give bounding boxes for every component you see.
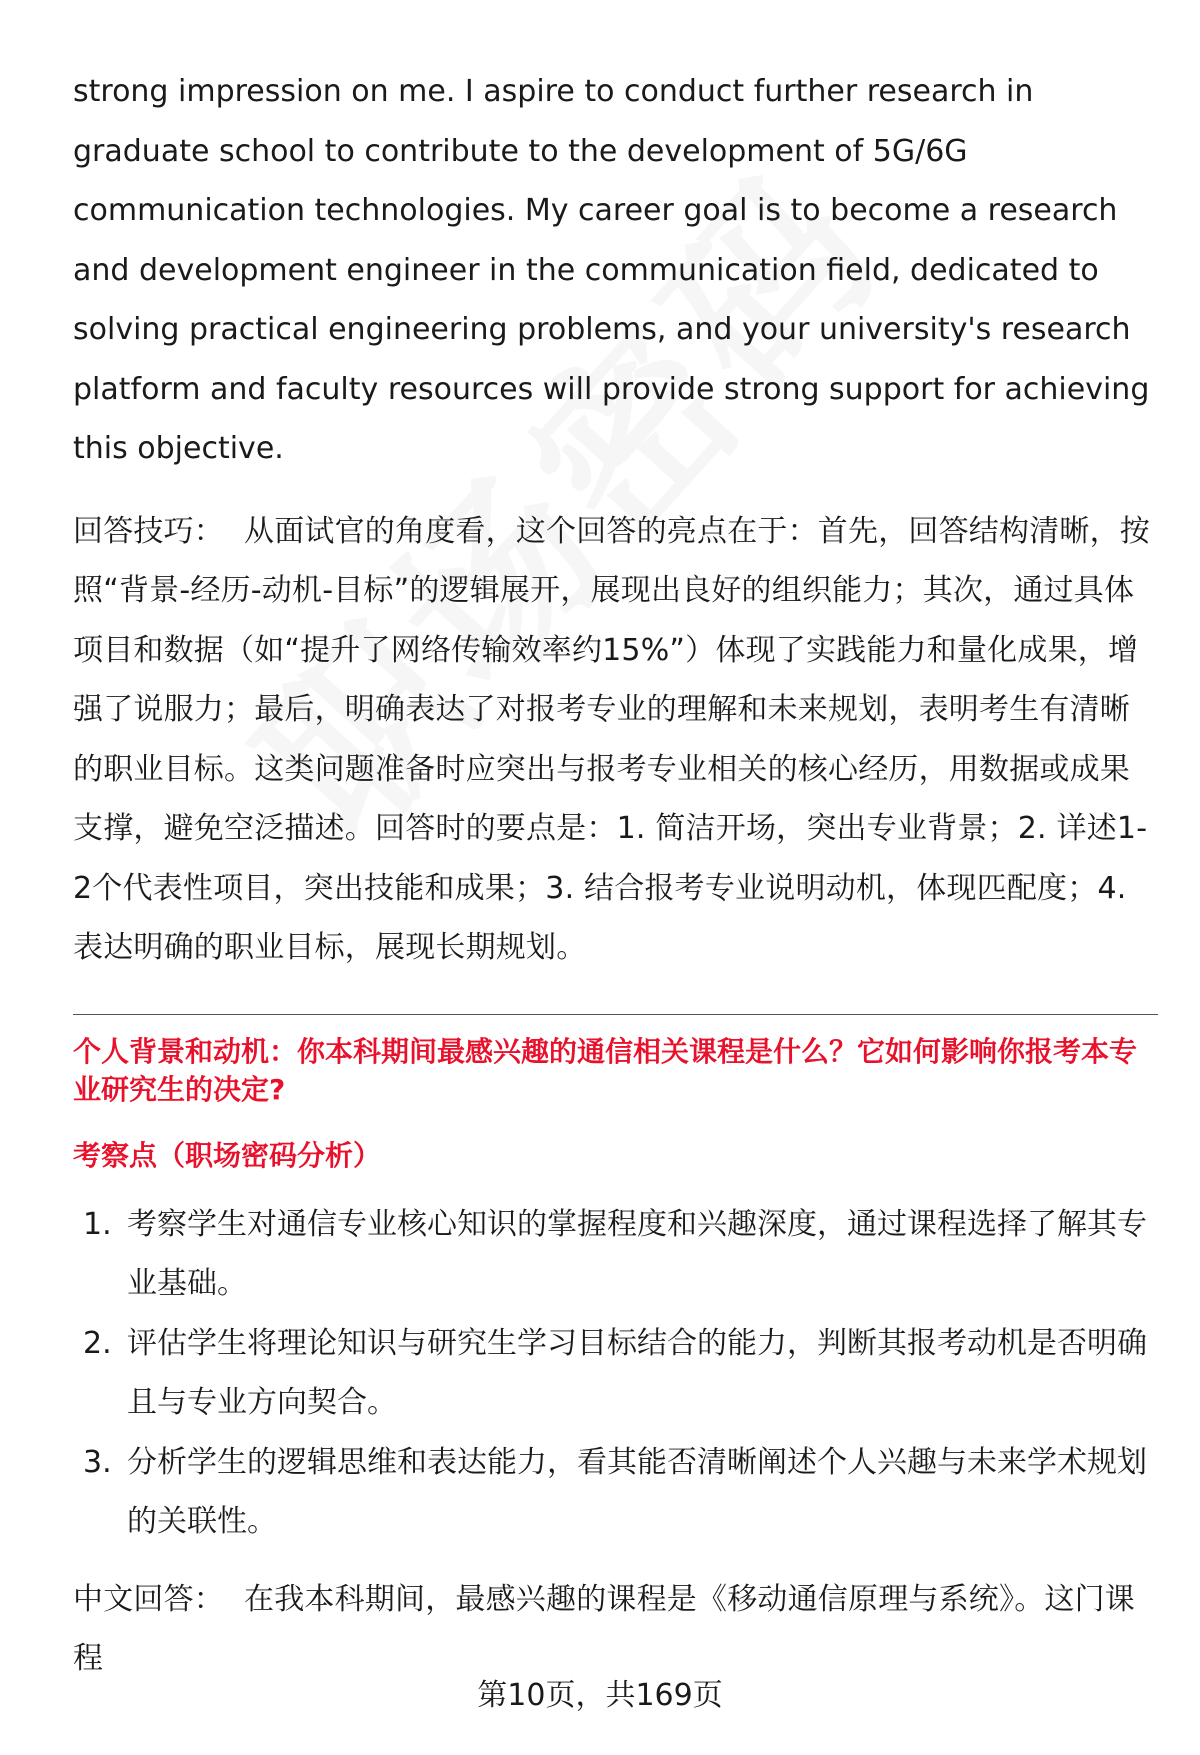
point-number: 3. (83, 1444, 112, 1480)
analysis-points-list (73, 1195, 1158, 1552)
point-number: 1. (83, 1206, 112, 1242)
chinese-answer-label: 中文回答： (73, 1581, 224, 1617)
answer-tips-paragraph (73, 502, 1158, 978)
answer-tips-label: 回答技巧： (73, 513, 224, 549)
analysis-point (73, 1314, 1158, 1433)
section-divider (73, 1014, 1158, 1015)
analysis-point (73, 1195, 1158, 1314)
point-text: 评估学生将理论知识与研究生学习目标结合的能力，判断其报考动机是否明确且与专业方向契合。 (127, 1325, 1147, 1420)
document-body (73, 62, 1158, 1689)
answer-tips-text: 从面试官的角度看，这个回答的亮点在于：首先，回答结构清晰，按照“背景-经历-动机-目标”的逻辑展开，展现出良好的组织能力；其次，通过具体项目和数据（如“提升了网络传输效率约15%”）体现了实践能力和量化成果，增强了说服力；最后，明确表达了对报考专业的理解和未来规划，表明考生有清晰的职业目标。这类问题准备时应突出与报考专业相关的核心经历，用数据或成果支撑，避免空泛描述。回答时的要点是：1. 简洁开场，突出专业背景；2. 详述1-2个代表性项目，突出技能和成果；3. 结合报考专业说明动机，体现匹配度；4. 表达明确的职业目标，展现长期规划。 (73, 513, 1150, 965)
chinese-answer-text: 在我本科期间，最感兴趣的课程是《移动通信原理与系统》。这门课程 (73, 1581, 1135, 1676)
point-text: 分析学生的逻辑思维和表达能力，看其能否清晰阐述个人兴趣与未来学术规划的关联性。 (127, 1444, 1147, 1539)
analysis-heading: 考察点（职场密码分析） (73, 1138, 382, 1172)
analysis-point (73, 1433, 1158, 1552)
english-answer-paragraph: strong impression on me. I aspire to conduct further research in graduate school to contribute to the development of 5G/6G communication technologies. My career goal is to become a research and development engineer in the communication field, dedicated to solving practical engineering problems, and your university's research platform and faculty resources will provide strong support for achieving this objective. (73, 74, 1150, 466)
point-number: 2. (83, 1325, 112, 1361)
point-text: 考察学生对通信专业核心知识的掌握程度和兴趣深度，通过课程选择了解其专业基础。 (127, 1206, 1147, 1301)
page-footer: 第10页，共169页 (477, 1678, 723, 1713)
question-heading: 个人背景和动机：你本科期间最感兴趣的通信相关课程是什么？它如何影响你报考本专业研究生的决定? (73, 1034, 1138, 1106)
